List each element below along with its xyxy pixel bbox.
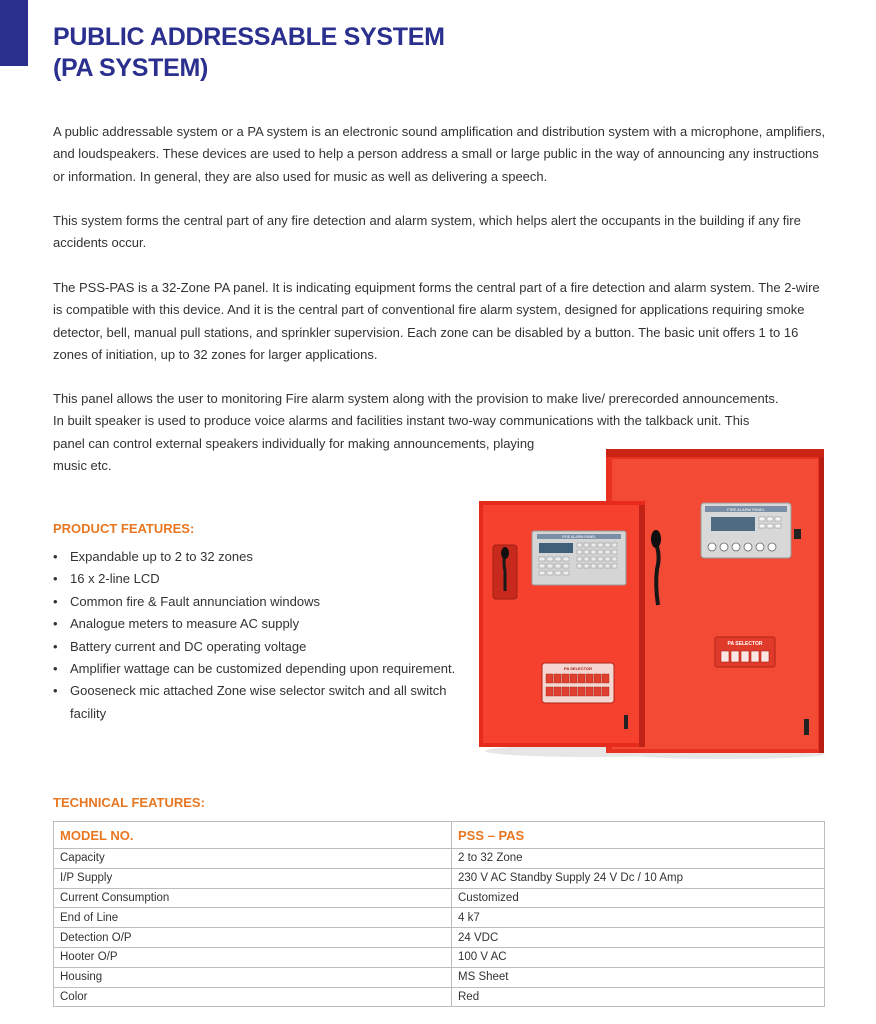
table-header-cell: PSS – PAS xyxy=(452,822,825,849)
page-title xyxy=(53,22,445,84)
feature-item: • Gooseneck mic attached Zone wise selector switch and all switch facility xyxy=(53,680,473,725)
table-row xyxy=(54,849,825,869)
technical-spec-table xyxy=(53,821,825,1007)
table-cell: Customized xyxy=(452,888,825,908)
technical-features-heading: TECHNICAL FEATURES: xyxy=(53,795,205,810)
intro-paragraph-4-line: This panel allows the user to monitoring Fire alarm system along with the provision to make live/ prerecorded announcements. xyxy=(53,391,779,406)
pa-panel-product-image xyxy=(475,445,831,761)
intro-paragraph-4-line: In built speaker is used to produce voice alarms and facilities instant two-way communications with the talkback unit. This xyxy=(53,413,750,429)
table-cell: 230 V AC Standby Supply 24 V Dc / 10 Amp xyxy=(452,868,825,888)
large-selector-label: PA SELECTOR xyxy=(727,641,763,647)
table-row xyxy=(54,967,825,987)
table-row xyxy=(54,888,825,908)
page-title-line-2: (PA SYSTEM) xyxy=(53,54,209,82)
small-pa-panel xyxy=(479,501,661,747)
table-header-row xyxy=(54,822,825,849)
table-cell: Capacity xyxy=(54,849,452,869)
table-row xyxy=(54,868,825,888)
table-row xyxy=(54,908,825,928)
table-row xyxy=(54,947,825,967)
intro-paragraph-1: A public addressable system or a PA system is an electronic sound amplification and distribution system with a microphone, amplifiers, and loudspeakers. These devices are used to help a person address a small or large public in the way of announcing any instructions or information. In general, they are also used for music as well as delivering a speech. xyxy=(53,124,826,184)
table-cell: 4 k7 xyxy=(452,908,825,928)
table-cell: Detection O/P xyxy=(54,928,452,948)
table-cell: End of Line xyxy=(54,908,452,928)
feature-item: • Analogue meters to measure AC supply xyxy=(53,613,473,635)
feature-item: • Expandable up to 2 to 32 zones xyxy=(53,546,473,568)
table-cell: MS Sheet xyxy=(452,967,825,987)
table-row xyxy=(54,928,825,948)
table-cell: 100 V AC xyxy=(452,947,825,967)
feature-item: • Amplifier wattage can be customized depending upon requirement. xyxy=(53,658,473,680)
corner-accent-tab xyxy=(0,0,28,66)
table-row xyxy=(54,987,825,1007)
product-features-list xyxy=(53,546,473,725)
table-cell: 24 VDC xyxy=(452,928,825,948)
feature-item: • Battery current and DC operating voltage xyxy=(53,636,473,658)
intro-paragraph-2: This system forms the central part of any fire detection and alarm system, which helps alert the occupants in the building if any fire accidents occur. xyxy=(53,213,801,251)
page-title-line-1: PUBLIC ADDRESSABLE SYSTEM xyxy=(53,23,445,51)
intro-paragraph-4-line: panel can control external speakers individually for making announcements, playing xyxy=(53,435,535,451)
table-cell: I/P Supply xyxy=(54,868,452,888)
small-panel-label: FIRE ALARM PANEL xyxy=(562,535,596,539)
table-cell: Hooter O/P xyxy=(54,947,452,967)
small-selector-label: PA SELECTOR xyxy=(564,666,592,671)
feature-item: • 16 x 2-line LCD xyxy=(53,568,473,590)
feature-item: • Common fire & Fault annunciation windows xyxy=(53,591,473,613)
table-cell: Color xyxy=(54,987,452,1007)
product-features-heading: PRODUCT FEATURES: xyxy=(53,521,195,536)
table-cell: 2 to 32 Zone xyxy=(452,849,825,869)
table-cell: Housing xyxy=(54,967,452,987)
table-cell: Current Consumption xyxy=(54,888,452,908)
table-cell: Red xyxy=(452,987,825,1007)
large-panel-label: FIRE ALARM PANEL xyxy=(727,507,765,512)
intro-paragraph-3: The PSS-PAS is a 32-Zone PA panel. It is indicating equipment forms the central part of a fire detection and alarm system. The 2-wire is compatible with this device. And it is the central part of conventional fire alarm system, designed for applications requiring smoke detector, bell, manual pull stations, and sprinkler supervision. Each zone can be disabled by a button. The basic unit offers 1 to 16 zones of initiation, up to 32 zones for larger applications. xyxy=(53,280,820,363)
intro-paragraph-4-line: music etc. xyxy=(53,458,112,474)
table-header-cell: MODEL NO. xyxy=(54,822,452,849)
